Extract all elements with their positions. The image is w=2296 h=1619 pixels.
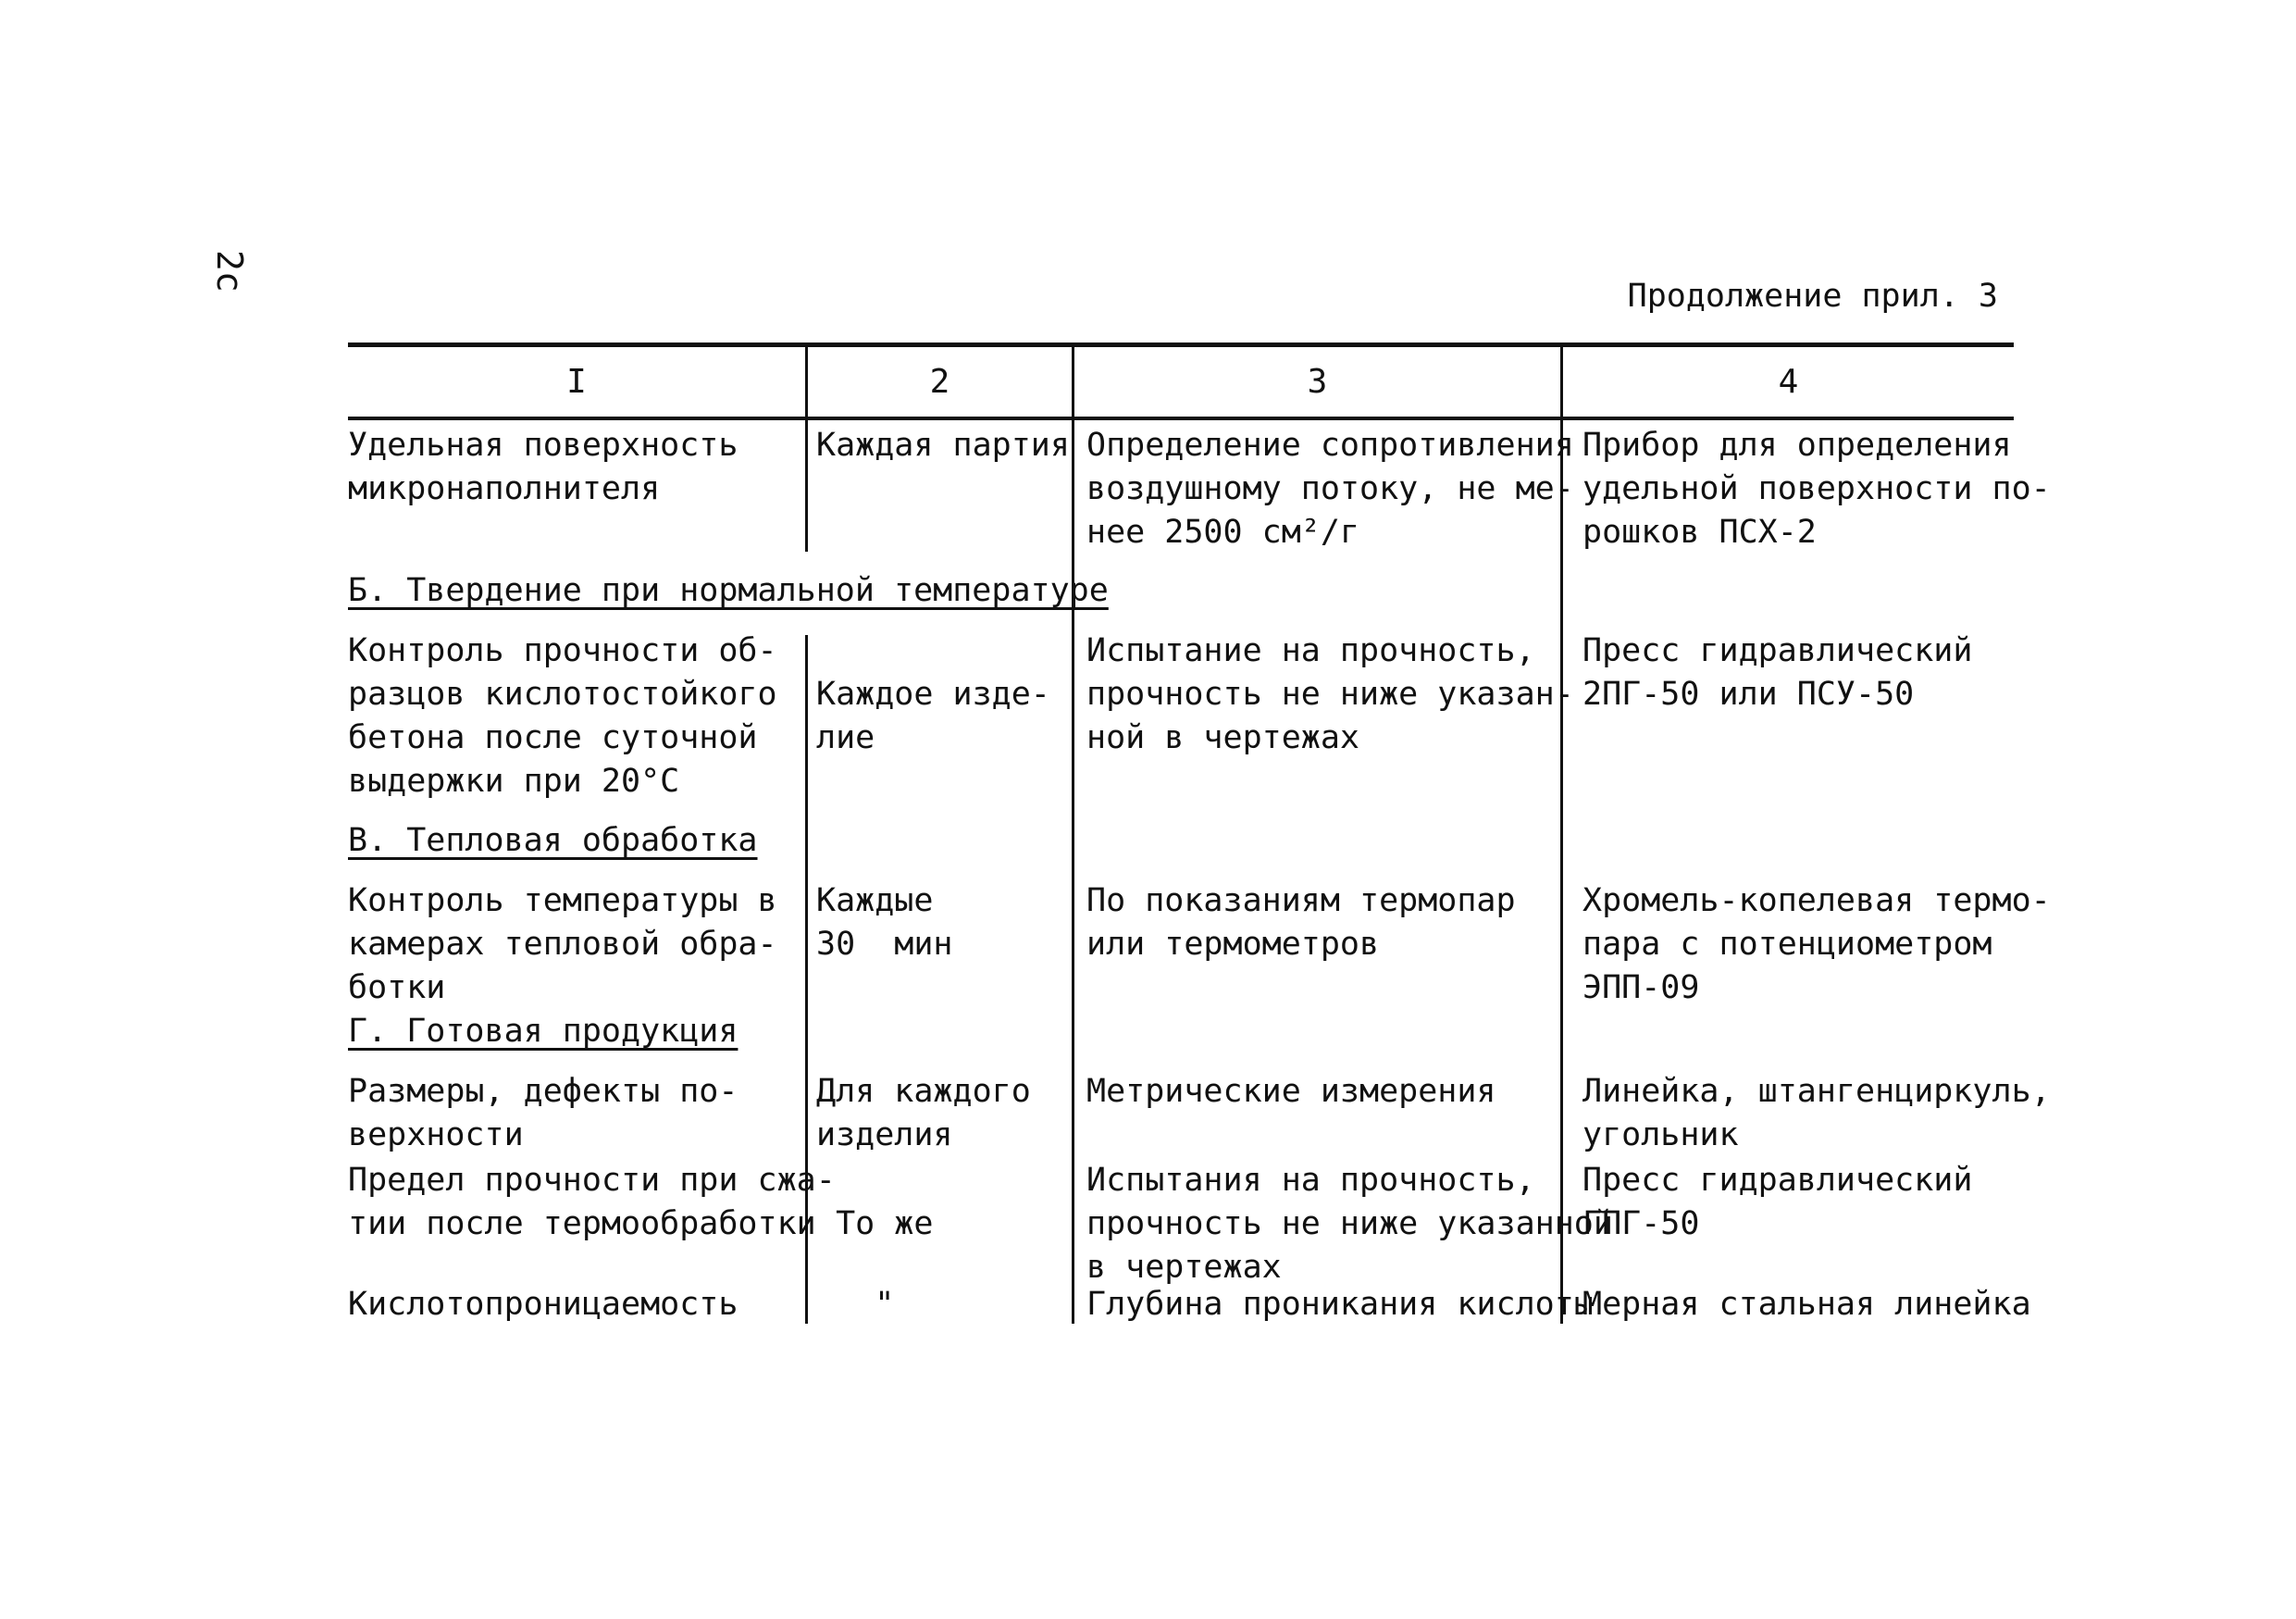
table-cell: Каждые 30 мин xyxy=(816,882,953,963)
table-cell: То же xyxy=(836,1205,934,1242)
table-cell: " xyxy=(816,1286,895,1323)
table-cell: Пресс гидравлический ГПГ-50 xyxy=(1582,1162,1973,1242)
table-cell: Линейка, штангенциркуль, угольник xyxy=(1582,1073,2051,1153)
table-cell: Размеры, дефекты по- верхности xyxy=(348,1073,738,1153)
table-cell: Пресс гидравлический 2ПГ-50 или ПСУ-50 xyxy=(1582,632,1973,713)
table-cell: Хромель-копелевая термо- пара с потенциометром ЭПП-09 xyxy=(1582,882,2051,1006)
column-header: I xyxy=(566,363,587,401)
table-cell: Определение сопротивления воздушному потоку, не ме- нее 2500 см²/г xyxy=(1086,427,1574,551)
table-cell: Кислотопроницаемость xyxy=(348,1286,738,1323)
table-cell: Контроль температуры в камерах тепловой обра- ботки xyxy=(348,882,777,1006)
table-cell: Каждая партия xyxy=(816,427,1070,464)
table-cell: Предел прочности при сжа- тии после термообработки xyxy=(348,1162,836,1242)
table-cell: Испытание на прочность, прочность не ниже указан- ной в чертежах xyxy=(1086,632,1574,756)
table-cell: По показаниям термопар или термометров xyxy=(1086,882,1516,963)
section-heading: В. Тепловая обработка xyxy=(348,822,758,859)
page-number: 2c xyxy=(209,250,250,293)
section-heading: Г. Готовая продукция xyxy=(348,1013,738,1050)
table-cell: Прибор для определения удельной поверхности по- рошков ПСХ-2 xyxy=(1582,427,2051,551)
continuation-caption: Продолжение прил. 3 xyxy=(1627,278,1998,315)
table-cell: Глубина проникания кислоты xyxy=(1086,1286,1594,1323)
table-header-rule xyxy=(348,417,2014,420)
table-cell: Мерная стальная линейка xyxy=(1582,1286,2031,1323)
column-header: 4 xyxy=(1778,363,1799,401)
column-header: 2 xyxy=(929,363,950,401)
table-cell: Контроль прочности об- разцов кислотостойкого бетона после суточной выдержки при 20°С xyxy=(348,632,777,800)
table-cell: Метрические измерения xyxy=(1086,1073,1496,1110)
column-divider-2 xyxy=(1072,344,1074,1324)
table-cell: Каждое изде- лие xyxy=(816,676,1050,756)
table-cell: Удельная поверхность микронаполнителя xyxy=(348,427,738,507)
section-heading: Б. Твердение при нормальной температуре xyxy=(348,572,1109,609)
table-top-rule xyxy=(348,342,2014,347)
table-cell: Испытания на прочность, прочность не ниже указанной в чертежах xyxy=(1086,1162,1613,1286)
table-cell: Для каждого изделия xyxy=(816,1073,1031,1153)
column-header: 3 xyxy=(1307,363,1328,401)
